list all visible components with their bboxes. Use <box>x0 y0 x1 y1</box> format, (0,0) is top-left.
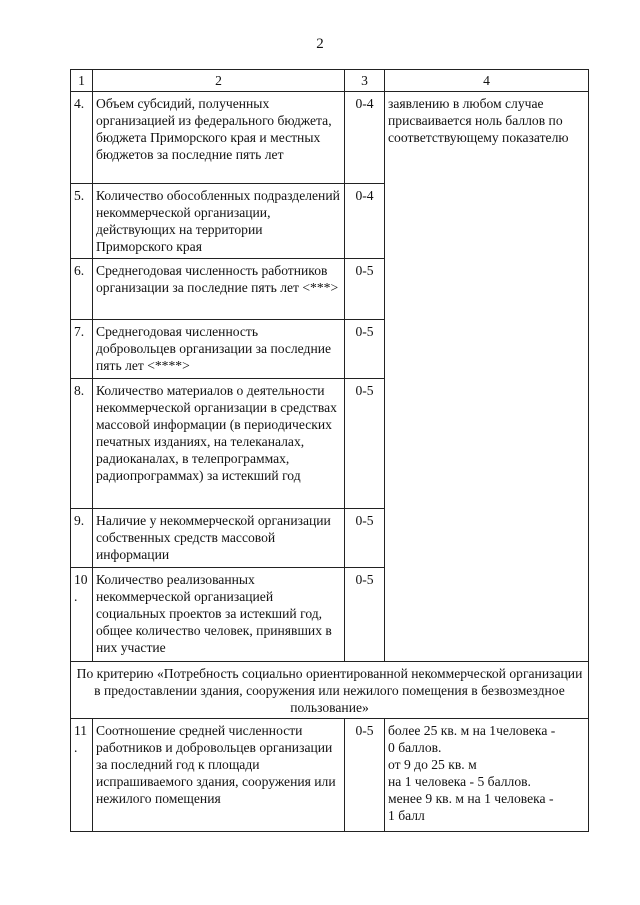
page-number: 2 <box>316 36 324 52</box>
row-score: 0-4 <box>345 184 385 259</box>
header-cell: 4 <box>385 70 589 92</box>
table-row <box>71 92 589 184</box>
row-score: 0-5 <box>345 259 385 320</box>
row-number: 4. <box>71 92 93 184</box>
row-number: 10. <box>71 568 93 662</box>
scoring-line: более 25 кв. м на 1человека - <box>388 723 556 738</box>
table-header-row <box>71 70 589 92</box>
area-scoring-cell <box>385 719 589 832</box>
row-score: 0-5 <box>345 379 385 509</box>
criterion-text: По критерию «Потребность социально ориентированной некоммерческой организации в предоставлении здания, сооружения или нежилого помещения в безвозмездное пользование» <box>71 662 589 719</box>
row-score: 0-5 <box>345 509 385 568</box>
row-number: 9. <box>71 509 93 568</box>
criterion-row <box>71 662 589 719</box>
row-number: 8. <box>71 379 93 509</box>
scoring-line: менее 9 кв. м на 1 человека - <box>388 791 554 806</box>
scoring-line: на 1 человека - 5 баллов. <box>388 774 531 789</box>
header-cell: 1 <box>71 70 93 92</box>
row-score: 0-5 <box>345 568 385 662</box>
header-cell: 2 <box>93 70 345 92</box>
row-score: 0-4 <box>345 92 385 184</box>
row-score: 0-5 <box>345 719 385 832</box>
row-text: Количество реализованных некоммерческой организацией социальных проектов за истекший год, общее количество человек, принявших в них участие <box>93 568 345 662</box>
row-number: 5. <box>71 184 93 259</box>
row-text: Объем субсидий, полученных организацией из федерального бюджета, бюджета Приморского края и местных бюджетов за последние пять лет <box>93 92 345 184</box>
scoring-line: 0 баллов. <box>388 740 442 755</box>
table-row <box>71 719 589 832</box>
row-number: 11. <box>71 719 93 832</box>
row-text: Количество обособленных подразделений некоммерческой организации, действующих на территории Приморского края <box>93 184 345 259</box>
scoring-line: от 9 до 25 кв. м <box>388 757 477 772</box>
row-text: Наличие у некоммерческой организации собственных средств массовой информации <box>93 509 345 568</box>
header-cell: 3 <box>345 70 385 92</box>
row-score: 0-5 <box>345 320 385 379</box>
row-text: Соотношение средней численности работников и добровольцев организации за последний год к площади испрашиваемого здания, сооружения или нежилого помещения <box>93 719 345 832</box>
criteria-table <box>70 69 589 832</box>
row-text: Среднегодовая численность работников организации за последние пять лет <***> <box>93 259 345 320</box>
merged-col4-cell: заявлению в любом случае присваивается ноль баллов по соответствующему показателю <box>385 92 589 662</box>
row-number: 6. <box>71 259 93 320</box>
row-text: Среднегодовая численность добровольцев организации за последние пять лет <****> <box>93 320 345 379</box>
row-text: Количество материалов о деятельности некоммерческой организации в средствах массовой информации (в периодических печатных изданиях, на телеканалах, радиоканалах, в телепрограммах, радиопрограммах) за истекший год <box>93 379 345 509</box>
row-number: 7. <box>71 320 93 379</box>
scoring-line: 1 балл <box>388 808 425 823</box>
